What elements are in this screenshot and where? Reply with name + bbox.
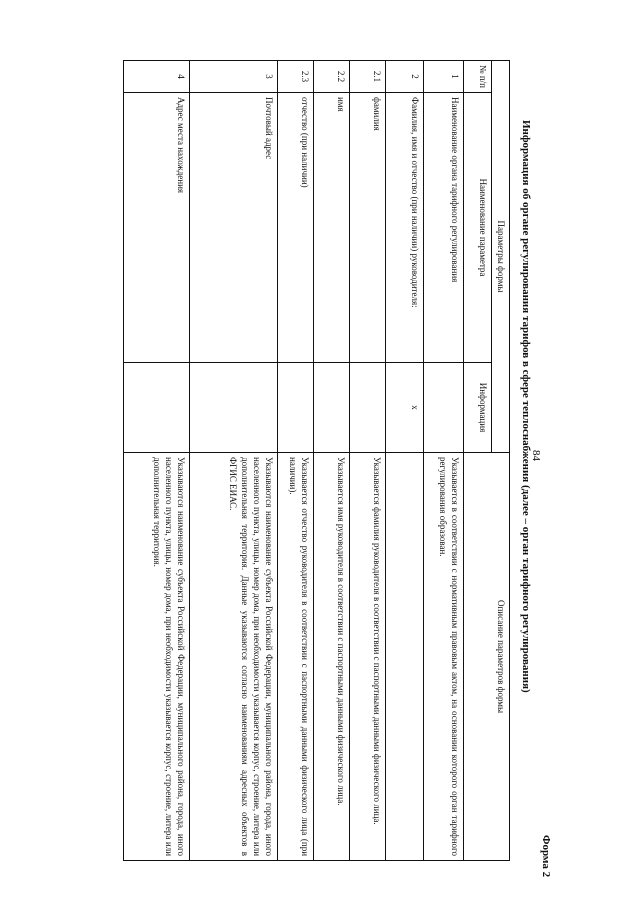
row-information	[124, 363, 190, 453]
row-number: 1	[424, 61, 464, 93]
table-row	[314, 61, 350, 861]
table-row	[424, 61, 464, 861]
row-information	[278, 363, 314, 453]
row-parameter: отчество (при наличии)	[278, 93, 314, 363]
header-description: Описание параметров формы	[464, 453, 510, 861]
row-description: Указываются наименование субъекта Российской Федерации, муниципального района, города, иного населенного пункта, улицы, номер дома, при необходимости указывается корпус, строение, литера или дополнительная территория.	[124, 453, 190, 861]
table-row	[124, 61, 190, 861]
row-parameter: Наименование органа тарифного регулирования	[424, 93, 464, 363]
row-number: 2.2	[314, 61, 350, 93]
row-parameter: Адрес места нахождения	[124, 93, 190, 363]
row-number: 3	[190, 61, 278, 93]
row-description: Указывается отчество руководителя в соответствии с паспортными данными физического лица (при наличии).	[278, 453, 314, 861]
row-parameter: имя	[314, 93, 350, 363]
row-information	[314, 363, 350, 453]
form-label: Форма 2	[540, 835, 552, 878]
row-description: Указывается фамилия руководителя в соответствии с паспортными данными физического лица.	[350, 453, 386, 861]
row-information	[424, 363, 464, 453]
row-parameter: фамилия	[350, 93, 386, 363]
group-header: Параметры формы	[492, 61, 510, 453]
row-description: Указывается в соответствии с нормативным правовым актом, на основании которого орган тарифного регулирования образован.	[424, 453, 464, 861]
table-row	[386, 61, 424, 861]
row-parameter: Фамилия, имя и отчество (при наличии) руководителя:	[386, 93, 424, 363]
table-row	[278, 61, 314, 861]
row-number: 4	[124, 61, 190, 93]
row-description: Указываются наименование субъекта Российской Федерации, муниципального района, города, иного населенного пункта, улицы, номер дома, при необходимости указывается корпус, строение, литера или дополнительная территория. Данные указываются согласно наименованиям адресных объектов в ФГИС ЕИАС.	[190, 453, 278, 861]
table-row	[350, 61, 386, 861]
row-description	[386, 453, 424, 861]
row-information: x	[386, 363, 424, 453]
table-row	[190, 61, 278, 861]
header-information: Информация	[464, 363, 492, 453]
row-number: 2	[386, 61, 424, 93]
row-parameter: Почтовый адрес	[190, 93, 278, 363]
row-number: 2.3	[278, 61, 314, 93]
parameters-table	[123, 60, 510, 861]
header-parameter: Наименование параметра	[464, 93, 492, 363]
page-number: 84	[530, 450, 542, 461]
row-information	[350, 363, 386, 453]
row-description: Указывается имя руководителя в соответствии с паспортными данными физического лица.	[314, 453, 350, 861]
header-number: № п/п	[464, 61, 492, 93]
row-information	[190, 363, 278, 453]
row-number: 2.1	[350, 61, 386, 93]
document-title: Информация об органе регулирования тарифов в сфере теплоснабжения (далее – орган тарифного регулирования)	[520, 120, 532, 693]
